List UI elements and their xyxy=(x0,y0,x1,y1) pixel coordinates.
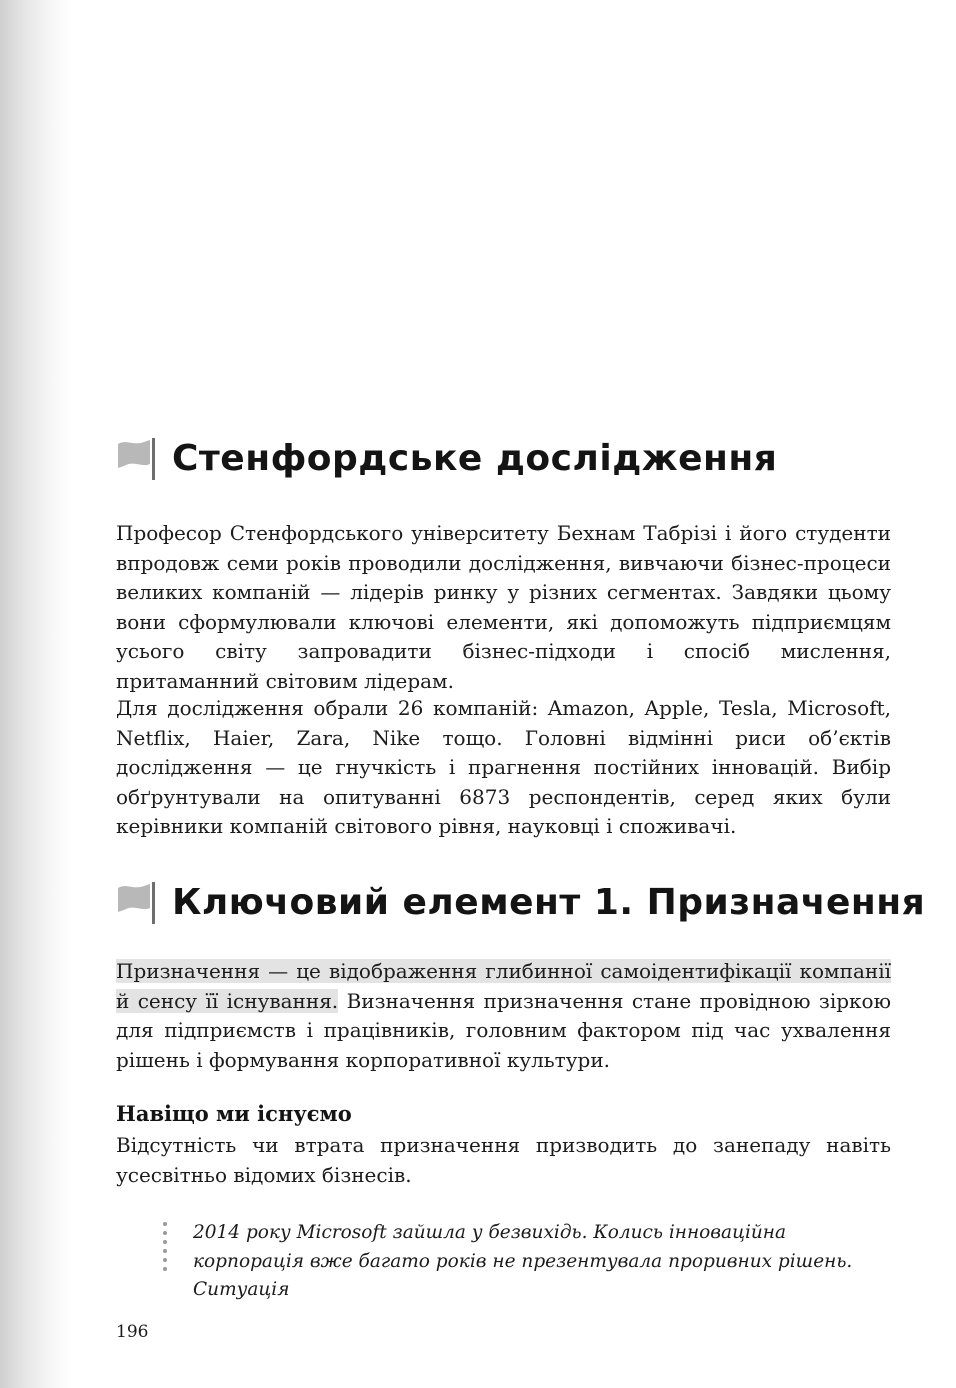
quote-text: 2014 року Microsoft зайшла у безвихідь. Колись інноваційна корпорація вже багато років не презентувала проривних рішень. Ситуація xyxy=(193,1222,853,1300)
section-heading-row xyxy=(116,880,925,924)
subsection-paragraph: Відсутність чи втрата призначення призводить до занепаду навіть усесвітньо відомих бізнесів. xyxy=(116,1133,891,1187)
definition-continuation: Визначення призначення стане провідною зіркою для підприємств і працівників, головним фактором під час ухвалення рішень і формування корпоративної культури. xyxy=(116,988,891,1072)
definition-paragraph xyxy=(116,957,891,1075)
section-heading-row xyxy=(116,436,777,480)
page-edge-shadow xyxy=(0,0,70,1388)
paragraph: Для дослідження обрали 26 компаній: Amazon, Apple, Tesla, Microsoft, Netflix, Haier, Zara, Nike тощо. Головні відмінні риси об’єктів дослідження — це гнучкість і прагнення постійних інновацій. Вибір обґрунтували на опитуванні 6873 респондентів, серед яких були керівники компаній світового рівня, науковці і споживачі. xyxy=(116,696,891,838)
subsection-title: Навіщо ми існуємо xyxy=(116,1101,352,1126)
flag-icon xyxy=(116,880,156,924)
page-number: 196 xyxy=(116,1322,149,1342)
highlighted-definition: Призначення — це відображення глибинної самоідентифікації компанії й сенсу її існування. xyxy=(116,959,891,1013)
paragraph: Професор Стенфордського університету Бехнам Табрізі і його студенти впродовж семи років проводили дослідження, вивчаючи бізнес-процеси великих компаній — лідерів ринку у різних сегментах. Завдяки цьому вони сформулювали ключові елементи, які допоможуть підприємцям усього світу запровадити бізнес-підходи і спосіб мислення, притаманний світовим лідерам. xyxy=(116,521,891,693)
quote-dots-icon xyxy=(160,1219,170,1279)
section-title: Ключовий елемент 1. Призначення xyxy=(172,881,926,923)
section-title: Стенфордське дослідження xyxy=(172,437,778,479)
flag-icon xyxy=(116,436,156,480)
